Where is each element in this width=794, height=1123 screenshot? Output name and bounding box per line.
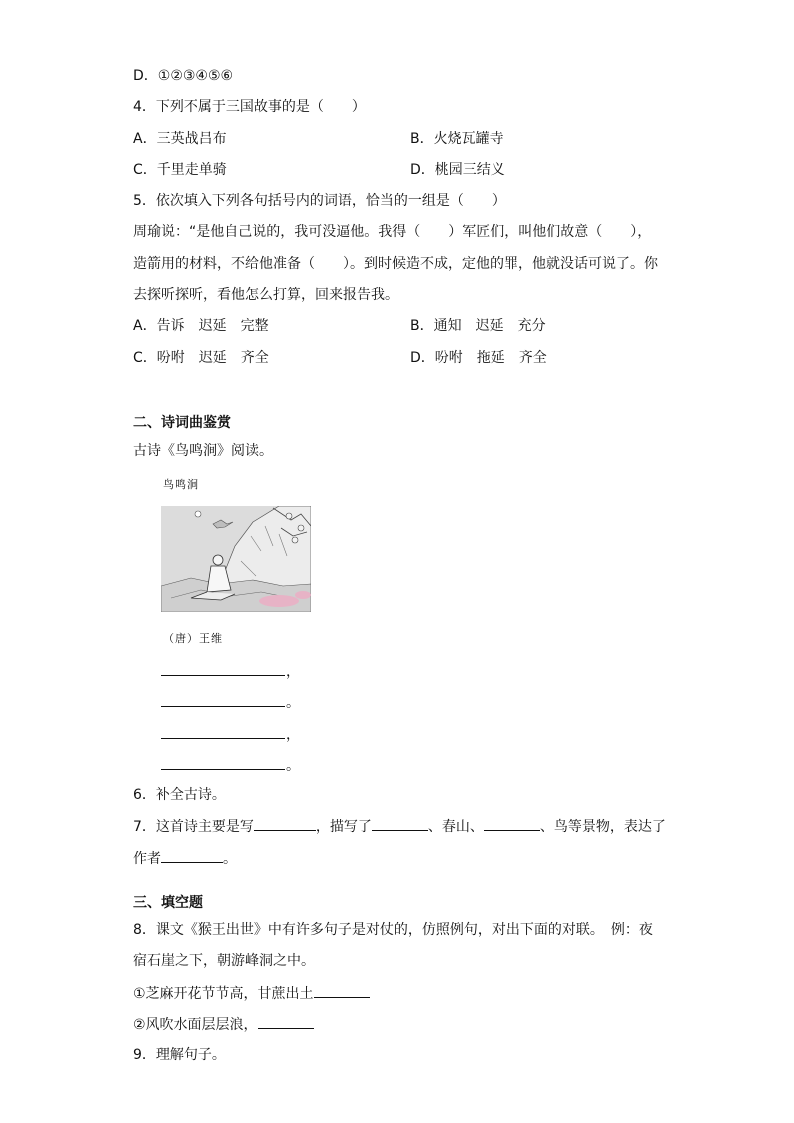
- q8-line2: 宿石崖之下，朝游峰洞之中。: [133, 953, 315, 969]
- poem-line-2-punct: 。: [286, 695, 300, 711]
- q7-blank-3[interactable]: [484, 816, 540, 831]
- q8-blank-2[interactable]: [258, 1014, 314, 1029]
- q4-option-d: D．桃园三结义: [410, 162, 505, 178]
- poem-blank-line-2[interactable]: [161, 706, 285, 707]
- q7-line1: [133, 816, 666, 837]
- q4-option-b: B．火烧瓦罐寺: [410, 131, 504, 147]
- poem-author: （唐）王维: [163, 632, 223, 645]
- q8-blank-1[interactable]: [314, 983, 370, 998]
- q7-part4: 、鸟等景物，表达了: [539, 819, 666, 835]
- q4-option-a: A．三英战吕布: [133, 131, 227, 147]
- q9-text: 9．理解句子。: [133, 1047, 226, 1063]
- q7-line2: [133, 848, 237, 869]
- section3-title: 三、填空题: [133, 895, 203, 911]
- q7-part2: ，描写了: [315, 819, 372, 835]
- q5-stem: 5．依次填入下列各句括号内的词语，恰当的一组是（ ）: [133, 193, 506, 209]
- q7-part3: 、春山、: [427, 819, 484, 835]
- q4-stem: 4．下列不属于三国故事的是（ ）: [133, 99, 366, 115]
- q3-option-d: D．①②③④⑤⑥: [133, 68, 234, 84]
- poem-blank-line-3[interactable]: [161, 738, 285, 739]
- poem-illustration: [161, 506, 311, 612]
- q7-blank-2[interactable]: [372, 816, 428, 831]
- q5-option-d: D．吩咐 拖延 齐全: [410, 350, 547, 366]
- q7-line2-prefix: 作者: [133, 851, 161, 867]
- q7-line2-suffix: 。: [223, 851, 237, 867]
- q5-option-c: C．吩咐 迟延 齐全: [133, 350, 269, 366]
- poem-intro: 古诗《鸟鸣涧》阅读。: [133, 443, 273, 459]
- q5-option-a: A．告诉 迟延 完整: [133, 318, 269, 334]
- q7-part1: 7．这首诗主要是写: [133, 819, 254, 835]
- q7-blank-1[interactable]: [254, 816, 316, 831]
- poem-title: 鸟鸣涧: [163, 478, 199, 491]
- q8-line1: 8．课文《猴王出世》中有许多句子是对仗的，仿照例句，对出下面的对联。 例：夜: [133, 922, 653, 938]
- poem-line-4-punct: 。: [286, 758, 300, 774]
- q6-text: 6．补全古诗。: [133, 787, 226, 803]
- poem-blank-line-4[interactable]: [161, 769, 285, 770]
- q5-passage-line2: 造箭用的材料，不给他准备（ ）。到时候造不成，定他的罪，他就没话可说了。你: [133, 256, 658, 272]
- q8-item2: ②风吹水面层层浪，: [133, 1017, 258, 1033]
- section2-title: 二、诗词曲鉴赏: [133, 415, 231, 431]
- q8-item1: ①芝麻开花节节高，甘蔗出土: [133, 986, 314, 1002]
- q7-blank-4[interactable]: [161, 848, 223, 863]
- q4-option-c: C．千里走单骑: [133, 162, 227, 178]
- poem-line-1-punct: ，: [286, 664, 300, 680]
- q8-item2-row: [133, 1014, 314, 1035]
- poem-blank-line-1[interactable]: [161, 675, 285, 676]
- q5-passage-line3: 去探听探听，看他怎么打算，回来报告我。: [133, 287, 399, 303]
- poem-line-3-punct: ，: [286, 727, 300, 743]
- q5-passage-line1: 周瑜说：“是他自己说的，我可没逼他。我得（ ）军匠们，叫他们故意（ ），: [133, 224, 652, 240]
- q8-item1-row: [133, 983, 370, 1004]
- q5-option-b: B．通知 迟延 充分: [410, 318, 546, 334]
